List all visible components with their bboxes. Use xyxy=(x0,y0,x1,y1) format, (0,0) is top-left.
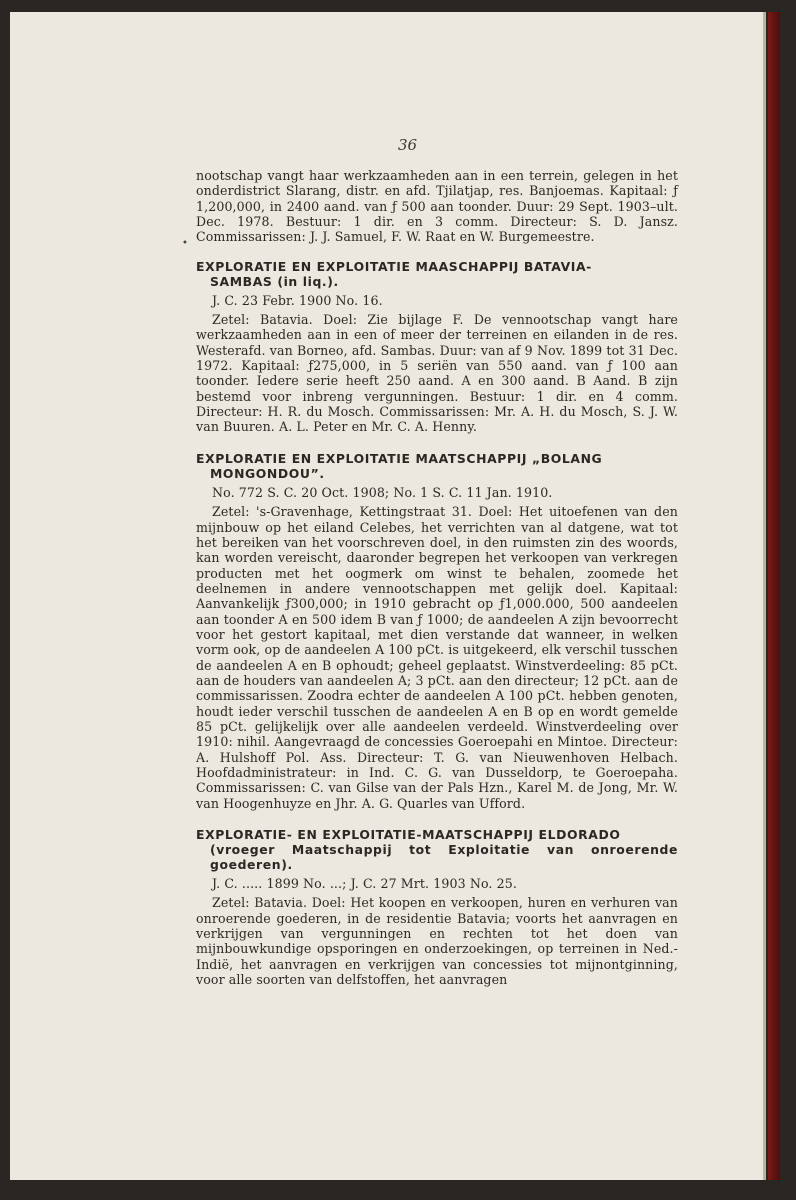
heading-line-1: EXPLORATIE EN EXPLOITATIE MAATSCHAPPIJ „BOLANG xyxy=(196,450,603,466)
heading-line-2: (vroeger Maatschappij tot Exploitatie van onroerende goederen). xyxy=(210,842,678,873)
heading-line-2: SAMBAS (in liq.). xyxy=(210,273,339,289)
book-edge xyxy=(768,12,780,1180)
entry-heading xyxy=(196,827,678,872)
heading-line-1: EXPLORATIE EN EXPLOITATIE MAASCHAPPIJ BATAVIA- xyxy=(196,258,592,274)
entry-bolang-mongondou xyxy=(196,451,678,811)
entry-reference: J. C. 23 Febr. 1900 No. 16. xyxy=(212,292,383,308)
entry-reference: J. C. ..... 1899 No. ...; J. C. 27 Mrt. 1903 No. 25. xyxy=(212,876,517,892)
entry-eldorado xyxy=(196,827,678,987)
margin-mark: • xyxy=(182,238,188,249)
entry-heading xyxy=(196,259,678,289)
text-column xyxy=(196,168,678,987)
heading-line-1: EXPLORATIE- EN EXPLOITATIE-MAATSCHAPPIJ ELDORADO xyxy=(196,827,621,843)
entry-batavia-sambas xyxy=(196,259,678,435)
entry-reference: No. 772 S. C. 20 Oct. 1908; No. 1 S. C. 11 Jan. 1910. xyxy=(212,484,553,500)
intro-paragraph: nootschap vangt haar werkzaamheden aan in een terrein, gelegen in het onderdistrict Slarang, distr. en afd. Tjilatjap, res. Banjoemas. Kapitaal: ƒ 1,200,000, in 2400 aand. van ƒ 500 aan toonder. Duur: 29 Sept. 1903–ult. Dec. 1978. Bestuur: 1 dir. en 3 comm. Directeur: S. D. Jansz. Commissarissen: J. J. Samuel, F. W. Raat en W. Burgemeestre. xyxy=(196,168,678,245)
entry-body: Zetel: Batavia. Doel: Zie bijlage F. De vennootschap vangt hare werkzaamheden aan in een of meer der terreinen en eilanden in de res. Westerafd. van Borneo, afd. Sambas. Duur: van af 9 Nov. 1899 tot 31 Dec. 1972. Kapitaal: ƒ275,000, in 5 seriën van 550 aand. van ƒ 100 aan toonder. Iedere serie heeft 250 aand. A en 300 aand. B Aand. B zijn bestemd voor inbreng vergunningen. Bestuur: 1 dir. en 4 comm. Directeur: H. R. du Mosch. Commissarissen: Mr. A. H. du Mosch, S. J. W. van Buuren. A. L. Peter en Mr. C. A. Henny. xyxy=(196,312,678,435)
entry-body: Zetel: 's-Gravenhage, Kettingstraat 31. Doel: Het uitoefenen van den mijnbouw op het eiland Celebes, het verrichten van al datgene, wat tot het bereiken van het voorschreven doel, in den ruimsten zin des woords, kan worden vereischt, daaronder begrepen het verkoopen van verkregen producten met het oogmerk om winst te behalen, zoomede het deelnemen in andere vennootschappen met gelijk doel. Kapitaal: Aanvankelijk ƒ300,000; in 1910 gebracht op ƒ1,000.000, 500 aandeelen aan toonder A en 500 idem B van ƒ 1000; de aandeelen A zijn bevoorrecht voor het gestort kapitaal, met dien verstande dat wanneer, in welken vorm ook, op de aandeelen A 100 pCt. is uitgekeerd, elk verschil tusschen de aandeelen A en B ophoudt; geheel geplaatst. Winstverdeeling: 85 pCt. aan de houders van aandeelen A; 3 pCt. aan den directeur; 12 pCt. aan de commissarissen. Zoodra echter de aandeelen A 100 pCt. hebben genoten, houdt ieder verschil tusschen de aandeelen A en B op en wordt gemelde 85 pCt. gelijkelijk over alle aandeelen verdeeld. Winstverdeeling over 1910: nihil. Aangevraagd de concessies Goeroepahi en Mintoe. Directeur: A. Hulshoff Pol. Ass. Directeur: T. G. van Nieuwenhoven Helbach. Hoofdadministrateur: in Ind. C. G. van Dusseldorp, te Goeroepaha. Commissarissen: C. van Gilse van der Pals Hzn., Karel M. de Jong, Mr. W. van Hoogenhuyze en Jhr. A. G. Quarles van Ufford. xyxy=(196,504,678,811)
entry-heading xyxy=(196,451,678,481)
page-number: 36 xyxy=(398,136,418,154)
entry-body: Zetel: Batavia. Doel: Het koopen en verkoopen, huren en verhuren van onroerende goederen, in de residentie Batavia; voorts het aanvragen en verkrijgen van vergunningen en rechten tot het doen van mijnbouwkundige opsporingen en onderzoekingen, op terreinen in Ned.-Indië, het aanvragen en verkrijgen van concessies tot mijnontginning, voor alle soorten van delfstoffen, het aanvragen xyxy=(196,895,678,988)
heading-line-2: MONGONDOU”. xyxy=(210,465,325,481)
